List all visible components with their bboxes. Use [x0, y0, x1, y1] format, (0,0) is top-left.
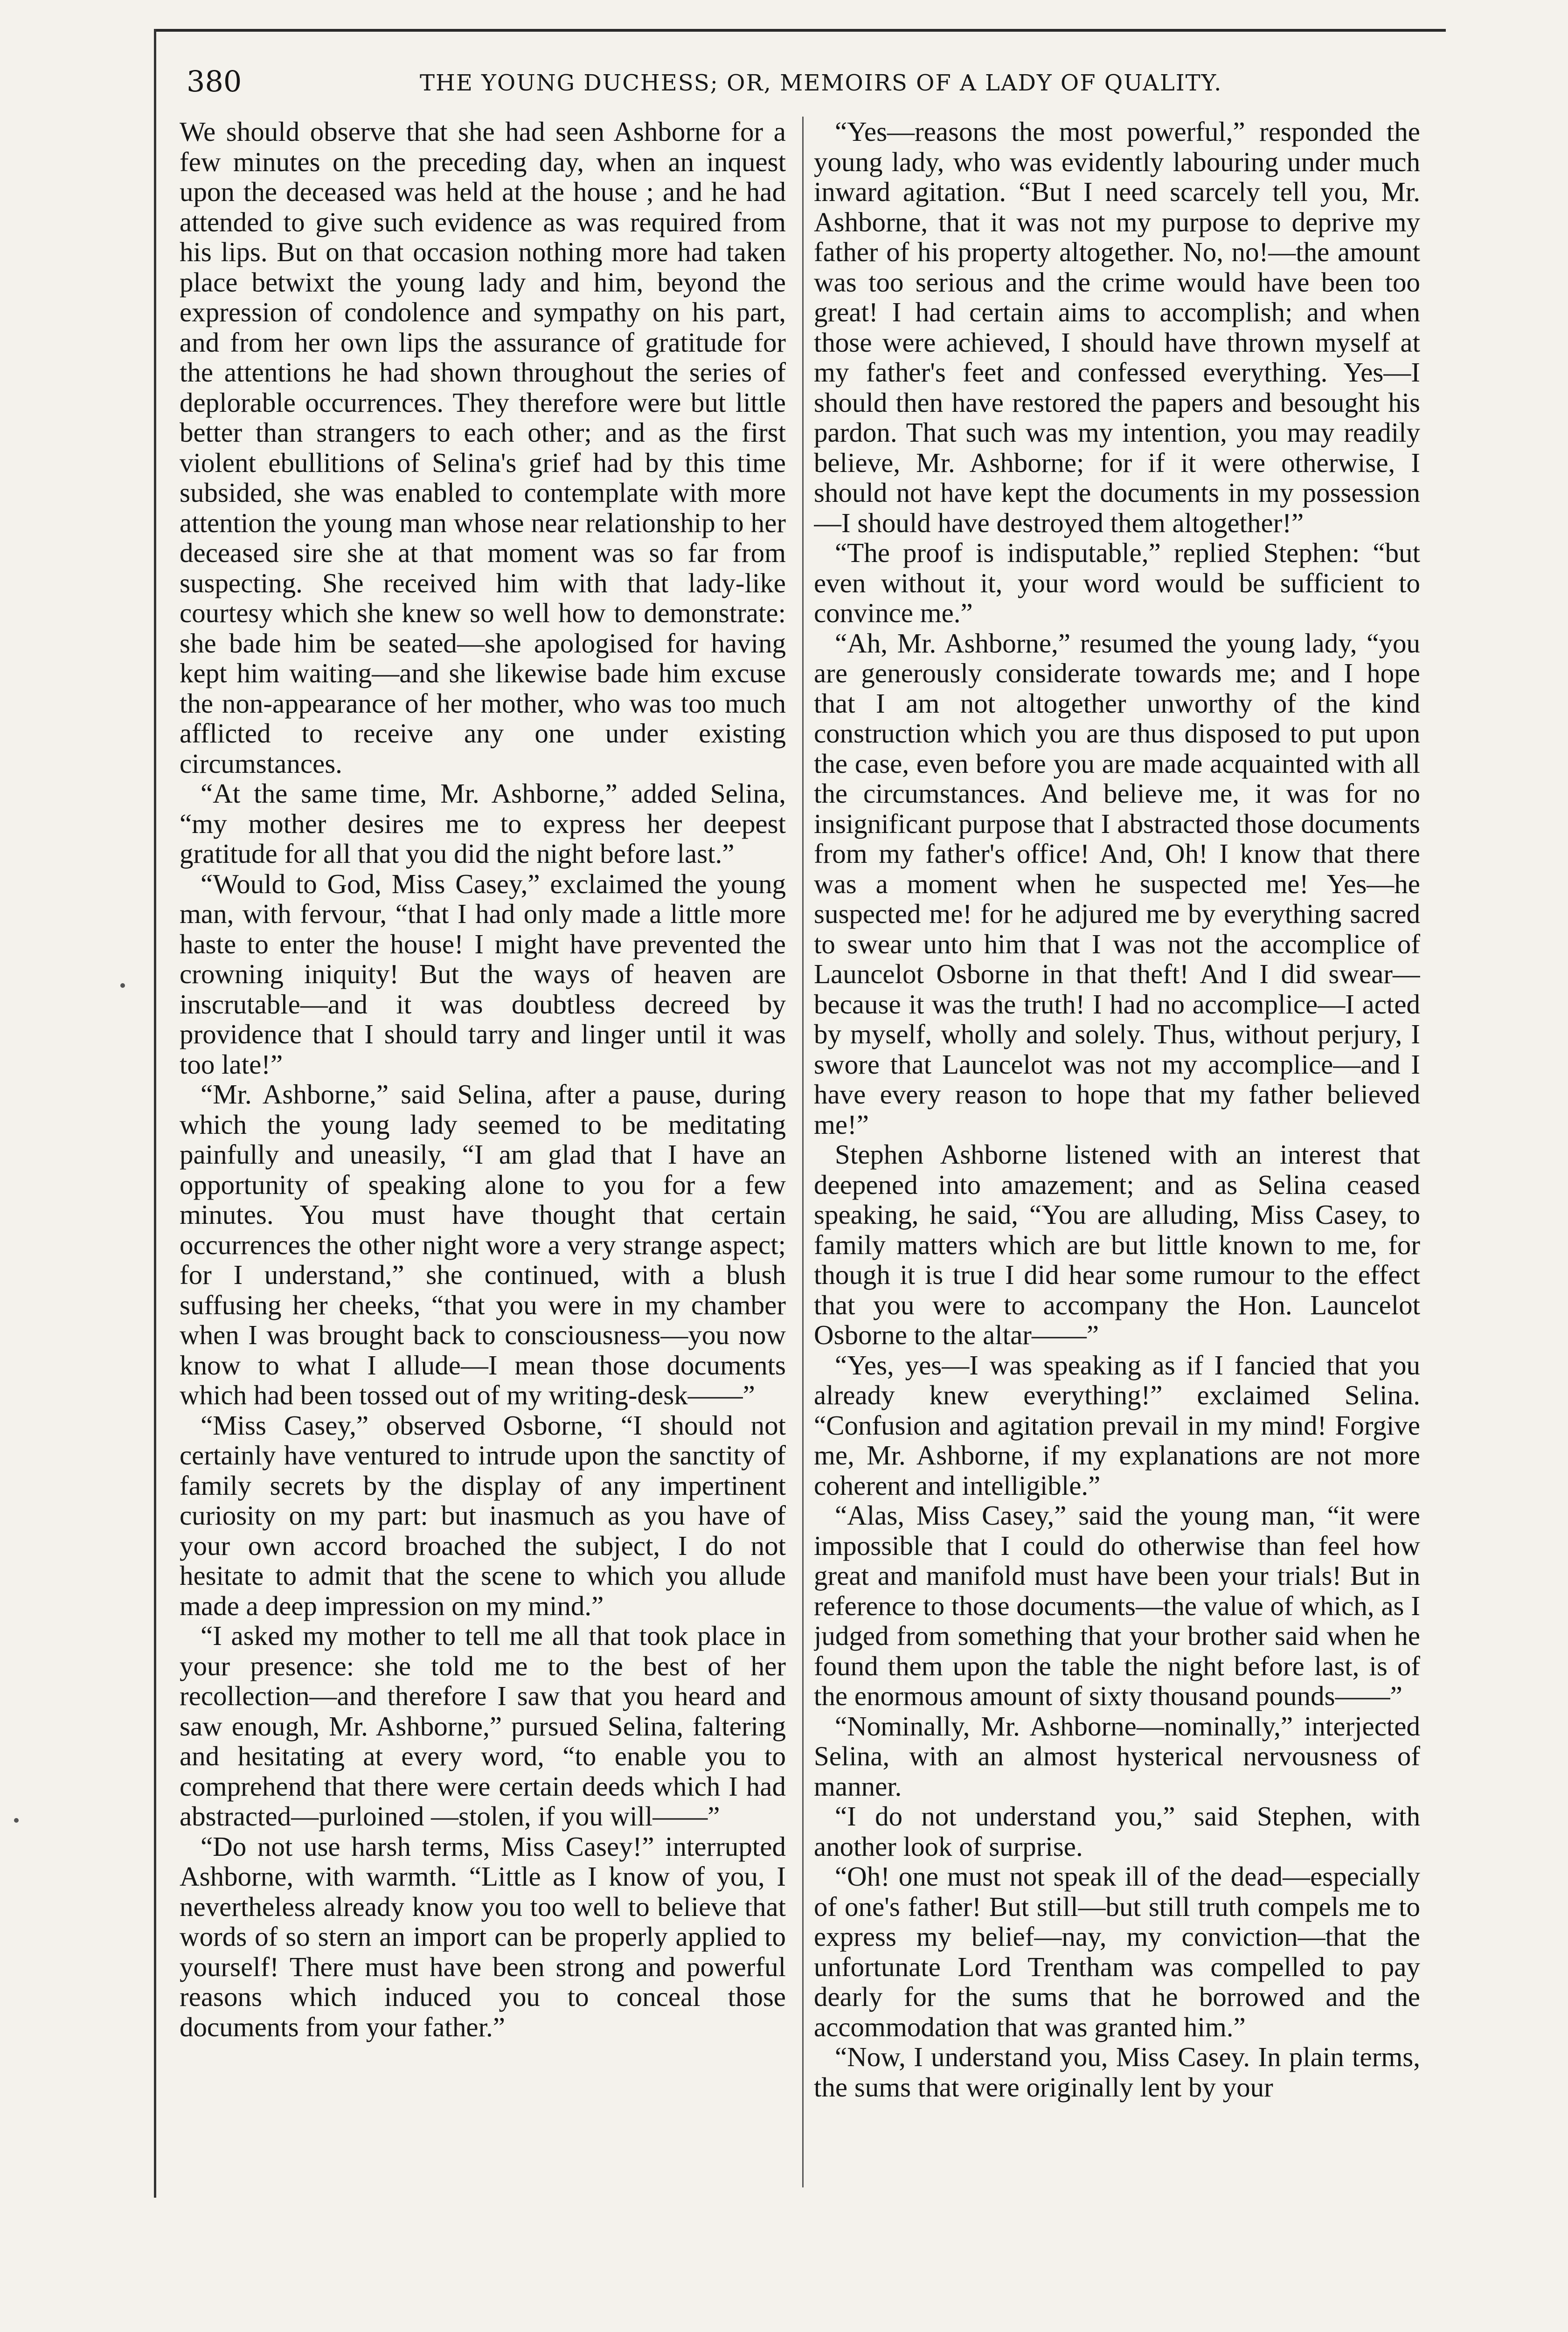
top-rule: [154, 29, 1446, 32]
paragraph: “Do not use harsh terms, Miss Casey!” interrupted Ashborne, with warmth. “Little as I know of you, I nevertheless already know you too well to believe that words of so stern an import can be properly applied to yourself! There must have been strong and powerful reasons which induced you to conceal those documents from your father.”: [180, 1831, 786, 2042]
paragraph: “Would to God, Miss Casey,” exclaimed the young man, with fervour, “that I had only made a little more haste to enter the house! I might have prevented the crowning iniquity! But the ways of heaven are inscrutable—and it was doubtless decreed by providence that I should tarry and linger until it was too late!”: [180, 868, 786, 1080]
margin-speck: [120, 983, 125, 988]
page-header: [159, 56, 1446, 107]
paragraph: “I asked my mother to tell me all that took place in your presence: she told me to the best of her recollection—and therefore I saw that you heard and saw enough, Mr. Ashborne,” pursued Selina, faltering and hesitating at every word, “to enable you to comprehend that there were certain deeds which I had abstracted—purloined —stolen, if you will——”: [180, 1620, 786, 1832]
right-column: [814, 117, 1420, 2183]
paragraph: “Oh! one must not speak ill of the dead—especially of one's father! But still—but still truth compels me to express my belief—nay, my conviction—that the unfortunate Lord Trentham was compelled to pay dearly for the sums that he borrowed and the accommodation that was granted him.”: [814, 1861, 1420, 2042]
paragraph: “Now, I understand you, Miss Casey. In plain terms, the sums that were originally lent by your: [814, 2041, 1420, 2103]
paragraph: “Mr. Ashborne,” said Selina, after a pause, during which the young lady seemed to be meditating painfully and uneasily, “I am glad that I have an opportunity of speaking alone to you for a few minutes. You must have thought that certain occurrences the other night wore a very strange aspect; for I understand,” she continued, with a blush suffusing her cheeks, “that you were in my chamber when I was brought back to consciousness—you now know to what I allude—I mean those documents which had been tossed out of my writing-desk——”: [180, 1079, 786, 1410]
page-number: 380: [187, 64, 242, 98]
paragraph: “Miss Casey,” observed Osborne, “I should not certainly have ventured to intrude upon the sanctity of family secrets by the display of any impertinent curiosity on my part: but inasmuch as you have of your own accord broached the subject, I do not hesitate to admit that the scene to which you allude made a deep impression on my mind.”: [180, 1409, 786, 1621]
paragraph: “Ah, Mr. Ashborne,” resumed the young lady, “you are generously considerate towards me; and I hope that I am not altogether unworthy of the kind construction which you are thus disposed to put upon the case, even before you are made acquainted with all the circumstances. And believe me, it was for no insignificant purpose that I abstracted those documents from my father's office! And, Oh! I know that there was a moment when he suspected me! Yes—he suspected me! for he adjured me by everything sacred to swear unto him that I was not the accomplice of Launcelot Osborne in that theft! And I did swear—because it was the truth! I had no accomplice—I acted by myself, wholly and solely. Thus, without perjury, I swore that Launcelot was not my accomplice—and I have every reason to hope that my father believed me!”: [814, 627, 1420, 1140]
paragraph: “Alas, Miss Casey,” said the young man, “it were impossible that I could do otherwise than feel how great and manifold must have been your trials! But in reference to those documents—the value of which, as I judged from something that your brother said when he found them upon the table the night before last, is of the enormous amount of sixty thousand pounds——”: [814, 1500, 1420, 1711]
paragraph: Stephen Ashborne listened with an interest that deepened into amazement; and as Selina ceased speaking, he said, “You are alluding, Miss Casey, to family matters which are but little known to me, for though it is true I did hear some rumour to the effect that you were to accompany the Hon. Launcelot Osborne to the altar——”: [814, 1139, 1420, 1350]
paragraph: “Yes, yes—I was speaking as if I fancied that you already knew everything!” exclaimed Selina. “Confusion and agitation prevail in my mind! Forgive me, Mr. Ashborne, if my explanations are not more coherent and intelligible.”: [814, 1349, 1420, 1501]
left-margin-rule: [154, 29, 156, 2198]
column-divider: [802, 117, 804, 2187]
margin-speck: [14, 1818, 19, 1823]
paragraph: “The proof is indisputable,” replied Stephen: “but even without it, your word would be sufficient to convince me.”: [814, 537, 1420, 628]
running-title: THE YOUNG DUCHESS; OR, MEMOIRS OF A LADY OF QUALITY.: [420, 70, 1222, 96]
paragraph: “Nominally, Mr. Ashborne—nominally,” interjected Selina, with an almost hysterical nervousness of manner.: [814, 1710, 1420, 1802]
paragraph: We should observe that she had seen Ashborne for a few minutes on the preceding day, when an inquest upon the deceased was held at the house ; and he had attended to give such evidence as was required from his lips. But on that occasion nothing more had taken place betwixt the young lady and him, beyond the expression of condolence and sympathy on his part, and from her own lips the assurance of gratitude for the attentions he had shown throughout the series of deplorable occurrences. They therefore were but little better than strangers to each other; and as the first violent ebullitions of Selina's grief had by this time subsided, she was enabled to contemplate with more attention the young man whose near relationship to her deceased sire she at that moment was so far from suspecting. She received him with that lady-like courtesy which she knew so well how to demonstrate: she bade him be seated—she apologised for having kept him waiting—and she likewise bade him excuse the non-appearance of her mother, who was too much afflicted to receive any one under existing circumstances.: [180, 117, 786, 779]
left-column: [180, 117, 786, 2183]
paragraph: “I do not understand you,” said Stephen, with another look of surprise.: [814, 1801, 1420, 1862]
paragraph: “Yes—reasons the most powerful,” responded the young lady, who was evidently labouring under much inward agitation. “But I need scarcely tell you, Mr. Ashborne, that it was not my purpose to deprive my father of his property altogether. No, no!—the amount was too serious and the crime would have been too great! I had certain aims to accomplish; and when those were achieved, I should have thrown myself at my father's feet and confessed everything. Yes—I should then have restored the papers and besought his pardon. That such was my intention, you may readily believe, Mr. Ashborne; for if it were otherwise, I should not have kept the documents in my possession—I should have destroyed them altogether!”: [814, 117, 1420, 538]
paragraph: “At the same time, Mr. Ashborne,” added Selina, “my mother desires me to express her deepest gratitude for all that you did the night before last.”: [180, 778, 786, 869]
